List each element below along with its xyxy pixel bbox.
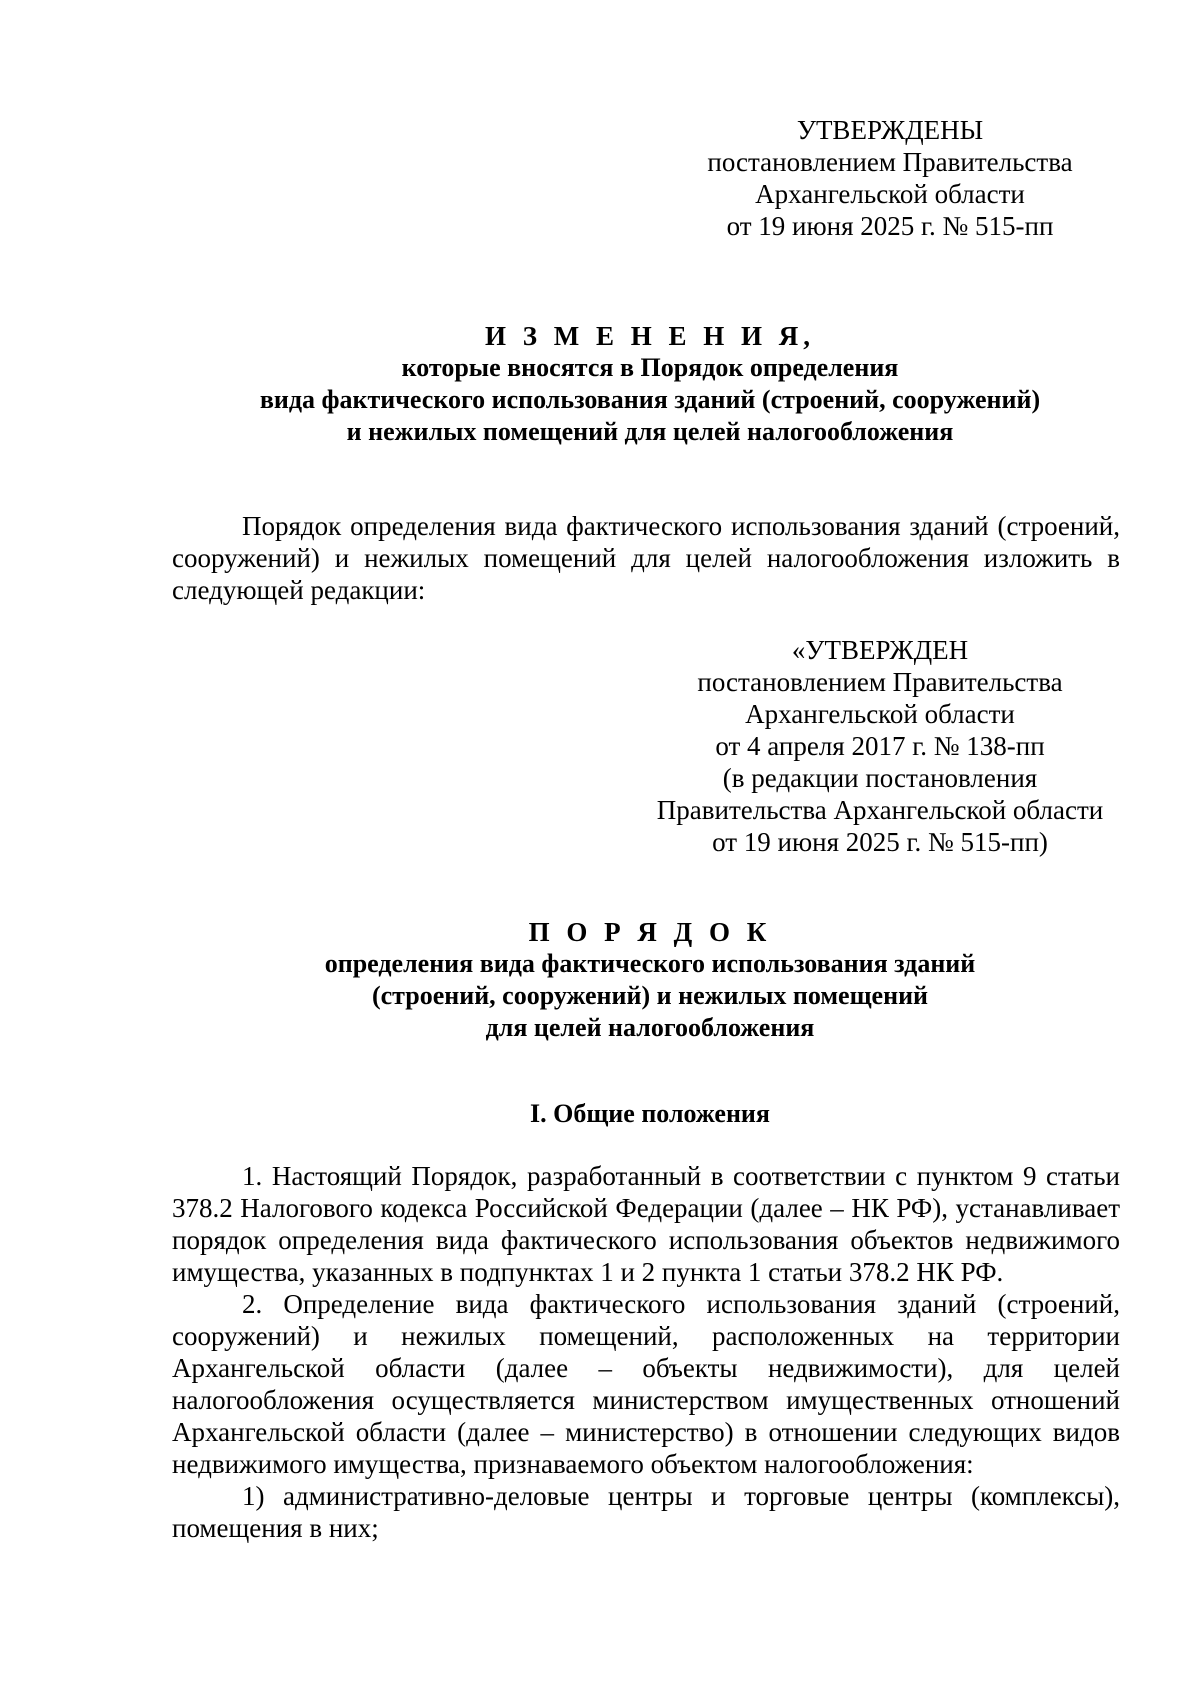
approval-line: постановлением Правительства [697, 667, 1063, 697]
approval-line: (в редакции постановления [722, 763, 1038, 793]
section-body [172, 1160, 1120, 1544]
intro-paragraph: Порядок определения вида фактического использования зданий (строений, сооружений) и нежилых помещений для целей налогообложения изложить в следующей редакции: [172, 511, 1120, 605]
changes-subtitle-line: вида фактического использования зданий (строений, сооружений) [259, 385, 1041, 414]
approval-line: Правительства Архангельской области [656, 795, 1104, 825]
order-subtitle-line: для целей налогообложения [485, 1013, 815, 1042]
section-heading [130, 1098, 1170, 1130]
section-title: I. Общие положения [530, 1099, 770, 1128]
order-subtitle-line: определения вида фактического использования зданий [324, 949, 976, 978]
paragraph-item-2: 2. Определение вида фактического использования зданий (строений, сооружений) и нежилых помещений, расположенных на территории Архангельской области (далее – объекты недвижимости), для целей налогообложения осуществляется министерством имущественных отношений Архангельской области (далее – министерство) в отношении следующих видов недвижимого имущества, признаваемого объектом налогообложения: [172, 1289, 1120, 1479]
approval-line: Архангельской области [745, 699, 1015, 729]
paragraph-subitem-1: 1) административно-деловые центры и торговые центры (комплексы), помещения в них; [172, 1481, 1120, 1543]
approval-line: от 19 июня 2025 г. № 515-пп [726, 211, 1054, 241]
approval-line: от 4 апреля 2017 г. № 138-пп [715, 731, 1045, 761]
approval-line: «УТВЕРЖДЕН [791, 635, 969, 665]
order-heading [130, 916, 1170, 1044]
changes-title: И З М Е Н Е Н И Я, [484, 321, 815, 351]
changes-subtitle-line: которые вносятся в Порядок определения [401, 353, 899, 382]
order-subtitle-line: (строений, сооружений) и нежилых помещений [371, 981, 929, 1010]
order-title: П О Р Я Д О К [528, 917, 772, 947]
intro-text [172, 510, 1120, 606]
approval-line: от 19 июня 2025 г. № 515-пп) [712, 827, 1048, 857]
changes-heading [130, 320, 1170, 448]
approval-line: постановлением Правительства [707, 147, 1073, 177]
paragraph-item-1: 1. Настоящий Порядок, разработанный в соответствии с пунктом 9 статьи 378.2 Налогового кодекса Российской Федерации (далее – НК РФ), устанавливает порядок определения вида фактического использования объектов недвижимого имущества, указанных в подпунктах 1 и 2 пункта 1 статьи 378.2 НК РФ. [172, 1161, 1120, 1287]
approval-stamp-top [700, 114, 1080, 242]
approval-line: Архангельской области [755, 179, 1025, 209]
approval-line: УТВЕРЖДЕНЫ [796, 115, 984, 145]
approval-stamp-order [640, 634, 1120, 858]
changes-subtitle-line: и нежилых помещений для целей налогообложения [346, 417, 954, 446]
